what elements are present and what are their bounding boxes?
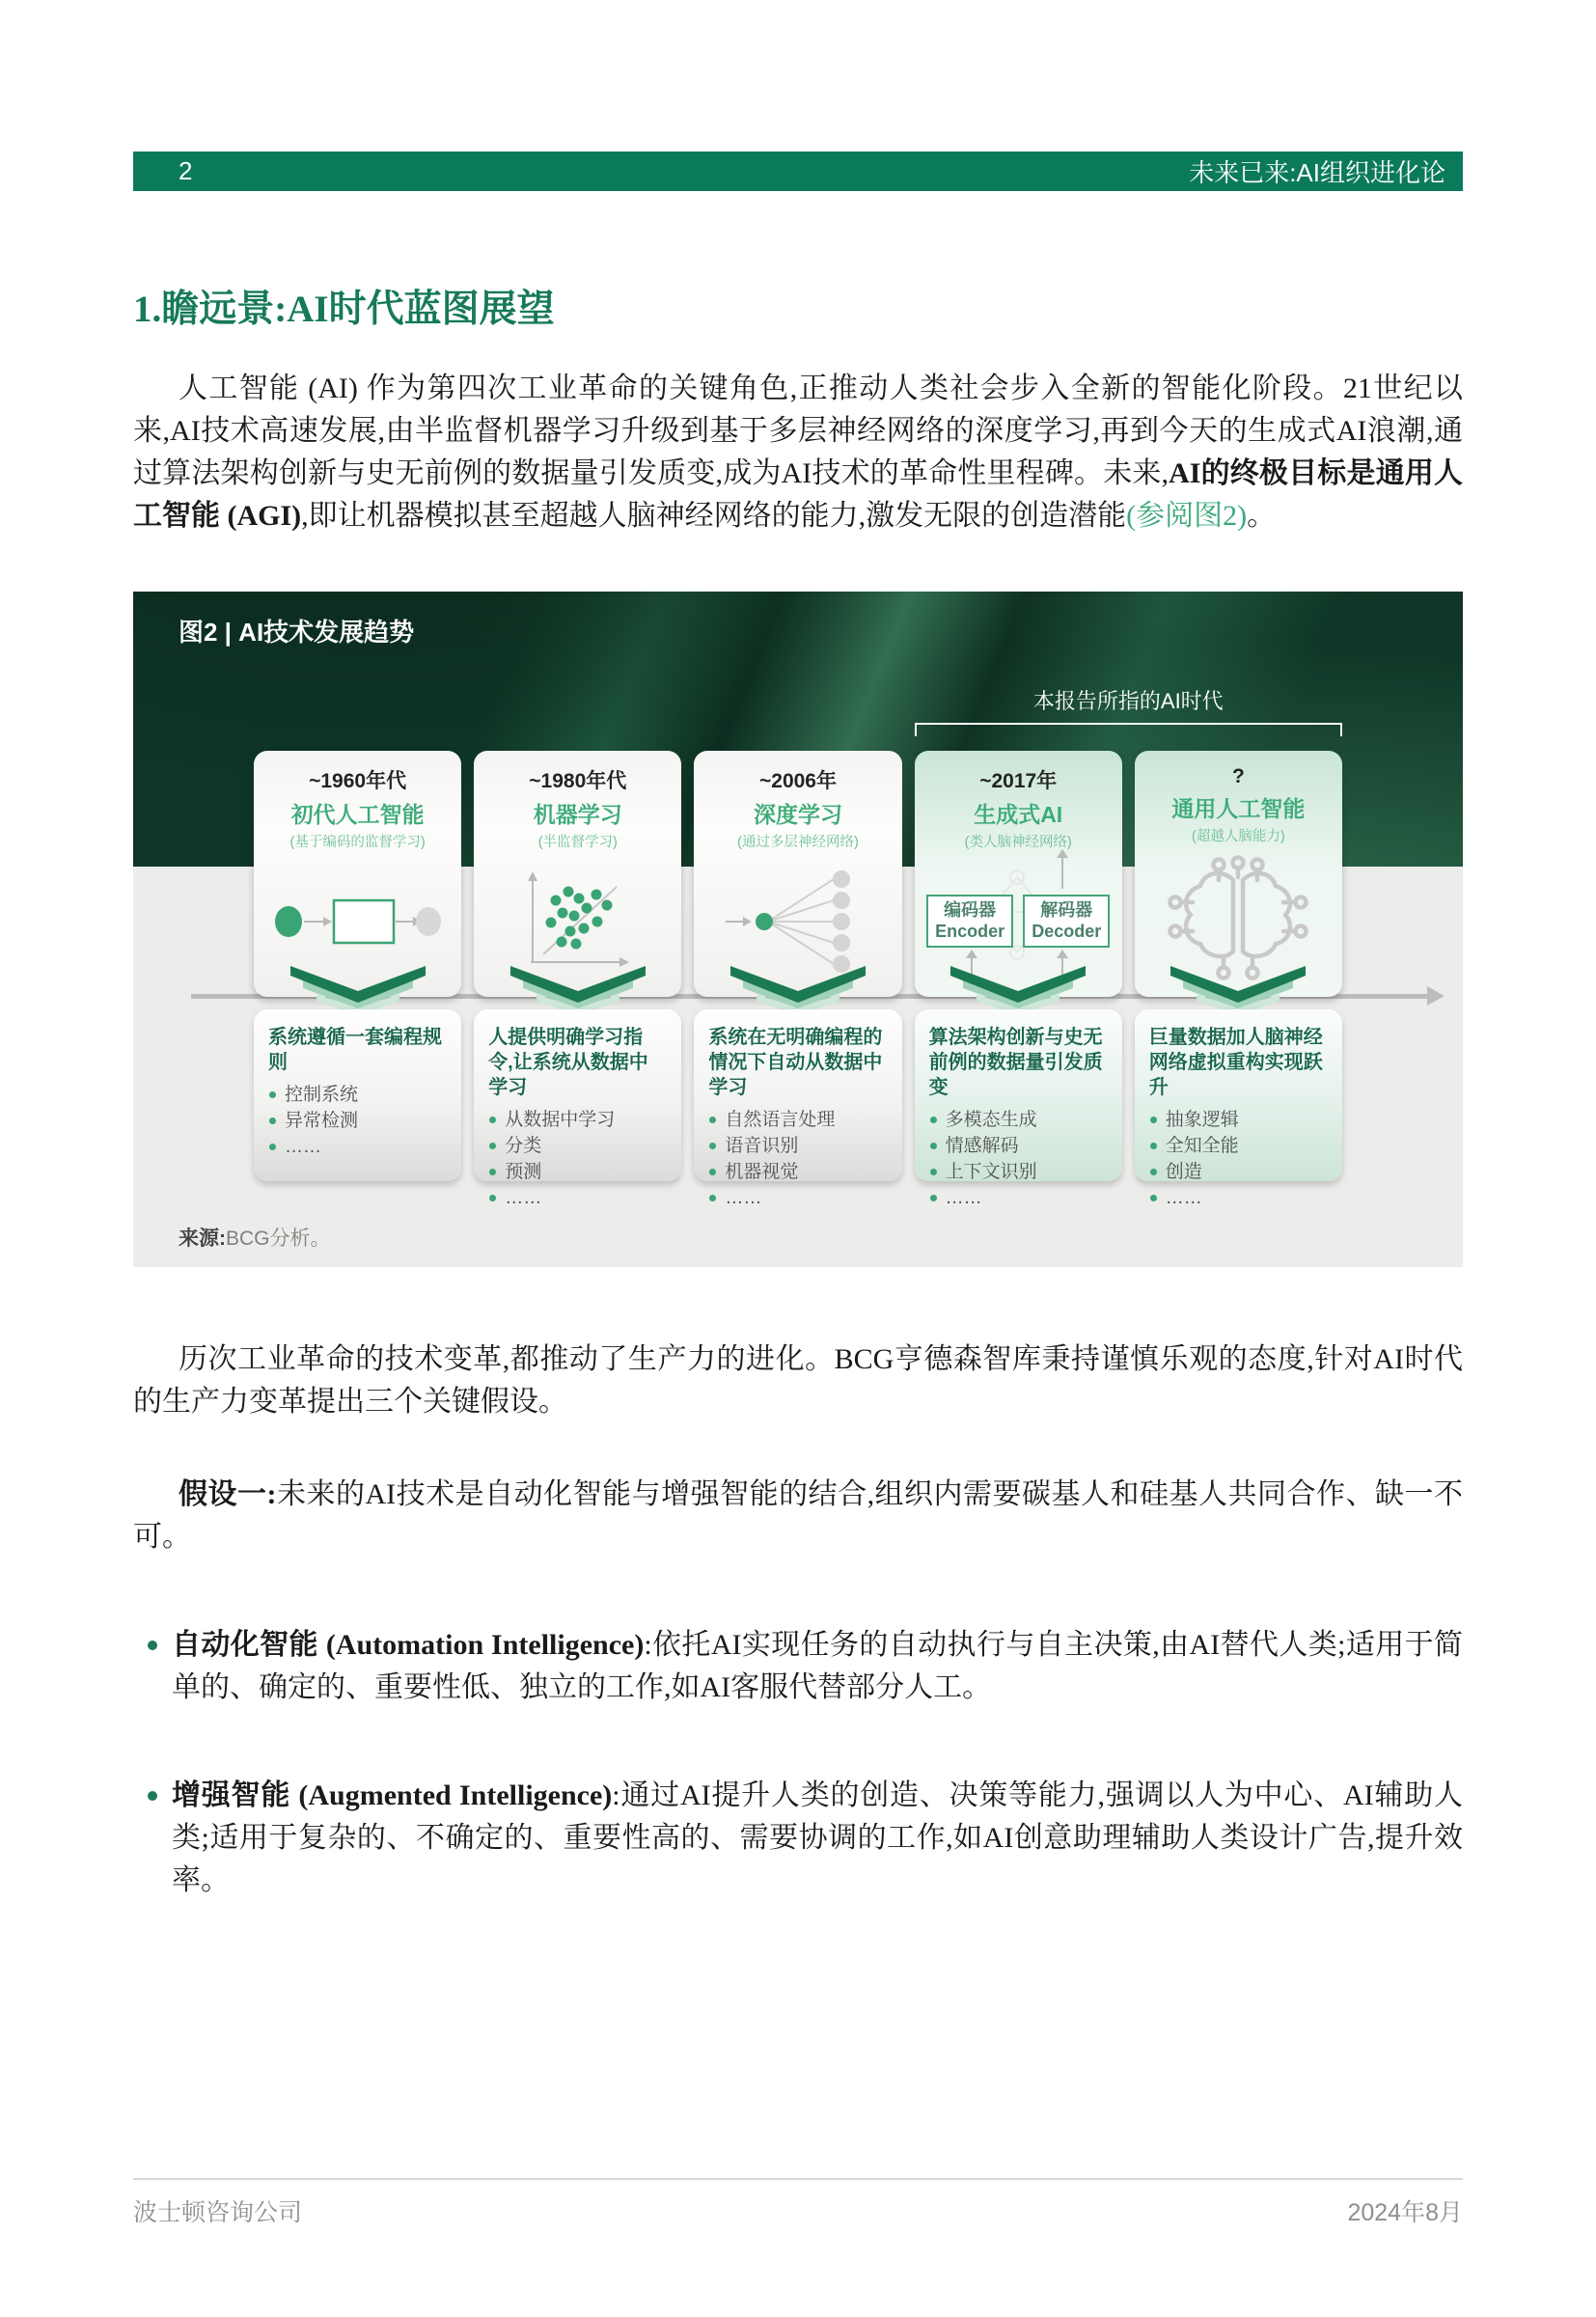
list-item: …… <box>268 1134 447 1160</box>
era-subtitle: (基于编码的监督学习) <box>289 834 426 850</box>
ai-era-annotation <box>915 592 1342 738</box>
ai-era-bracket <box>915 723 1342 736</box>
source-label: 来源: <box>179 1227 226 1250</box>
hypothesis-label: 假设一: <box>179 1477 277 1510</box>
list-item: 创造 <box>1149 1159 1328 1185</box>
era-year: ? <box>1231 764 1245 787</box>
era-title: 初代人工智能 <box>290 801 425 827</box>
section-title: 1.瞻远景:AI时代蓝图展望 <box>133 289 555 330</box>
era-description-box-3 <box>694 1009 901 1208</box>
encoder-label-cn: 编码器 <box>944 900 997 921</box>
era-description-box-2 <box>474 1009 681 1208</box>
paragraph-industrial-revolutions <box>133 1338 1463 1423</box>
decoder-box <box>1023 895 1110 947</box>
paragraph-hypothesis-1 <box>133 1474 1463 1558</box>
encoder-label-en: Encoder <box>935 921 1005 941</box>
list-item: 从数据中学习 <box>488 1107 667 1133</box>
bullet-definition: :通过AI提升人类的创造、决策等能力,强调以人为中心、AI辅助人类;适用于复杂的、不确定的、重要性高的、需要协调的工作,如AI创意助理辅助人类设计广告,提升效率。 <box>172 1779 1463 1896</box>
era-title: 机器学习 <box>533 801 622 827</box>
list-item-augmented-intelligence <box>133 1775 1463 1902</box>
era-card-agi <box>1135 751 1342 997</box>
figure2-reference-link[interactable]: (参阅图2) <box>1126 499 1248 532</box>
era-card-1980s <box>474 751 681 997</box>
era-year: ~1980年代 <box>529 769 627 792</box>
figure-source <box>179 1223 331 1252</box>
box-title: 系统在无明确编程的情况下自动从数据中学习 <box>708 1026 883 1098</box>
intro-paragraph <box>133 368 1463 538</box>
intelligence-types-list <box>133 1624 1463 1902</box>
list-item: 机器视觉 <box>708 1159 887 1185</box>
decoder-label-en: Decoder <box>1032 921 1102 941</box>
era-card-2017-genai <box>915 751 1122 997</box>
report-title: 未来已来:AI组织进化论 <box>1189 158 1445 187</box>
page-footer <box>133 2178 1463 2228</box>
list-item: 分类 <box>488 1133 667 1159</box>
intro-text-1: 人工智能 (AI) 作为第四次工业革命的关键角色,正推动人类社会步入全新的智能化阶段。21世纪以来,AI技术高速发展,由半监督机器学习升级到基于多层神经网络的深度学习,再到今天的生成式AI浪潮,通过算法架构创新与史无前例的数据量引发质变,成为AI技术的革命性里程碑。未来, <box>133 372 1463 489</box>
list-item: 自然语言处理 <box>708 1107 887 1133</box>
era-year: ~2017年 <box>979 769 1058 792</box>
box-title: 巨量数据加人脑神经网络虚拟重构实现跃升 <box>1148 1026 1323 1098</box>
era-title: 通用人工智能 <box>1171 795 1306 821</box>
list-item: 情感解码 <box>929 1133 1108 1159</box>
era-subtitle: (通过多层神经网络) <box>737 834 859 850</box>
intro-text-2: ,即让机器模拟甚至超越人脑神经网络的能力,激发无限的创造潜能 <box>301 499 1127 532</box>
list-item: 异常检测 <box>268 1108 447 1134</box>
era-card-1960s <box>254 751 461 997</box>
encoder-box <box>926 895 1013 947</box>
era-title: 生成式AI <box>974 801 1063 827</box>
era-card-2006 <box>694 751 901 997</box>
source-text: BCG分析。 <box>226 1227 331 1250</box>
era-subtitle: (半监督学习) <box>537 834 618 850</box>
era-year: ~2006年 <box>759 769 837 792</box>
box-title: 系统遵循一套编程规则 <box>268 1026 442 1073</box>
era-description-box-4 <box>915 1009 1122 1208</box>
list-item: …… <box>488 1185 667 1211</box>
bullet-definition: :依托AI实现任务的自动执行与自主决策,由AI替代人类;适用于简单的、确定的、重要性低、独立的工作,如AI客服代替部分人工。 <box>172 1628 1463 1703</box>
list-item: 抽象逻辑 <box>1149 1107 1328 1133</box>
list-item: 上下文识别 <box>929 1159 1108 1185</box>
ai-era-label: 本报告所指的AI时代 <box>1032 688 1224 713</box>
figure2-ai-trend-exhibit <box>133 592 1463 1267</box>
era-subtitle: (类人脑神经网络) <box>964 834 1072 850</box>
footer-company: 波士顿咨询公司 <box>133 2199 303 2226</box>
list-item-automation-intelligence <box>133 1624 1463 1709</box>
list-item: 控制系统 <box>268 1082 447 1108</box>
era-description-box-1 <box>254 1009 461 1181</box>
footer-date: 2024年8月 <box>1347 2199 1463 2226</box>
bullet-term: 增强智能 (Augmented Intelligence) <box>172 1779 613 1811</box>
box-title: 算法架构创新与史无前例的数据量引发质变 <box>928 1026 1103 1098</box>
page-number: 2 <box>179 156 193 185</box>
box-title: 人提供明确学习指令,让系统从数据中学习 <box>488 1026 648 1098</box>
list-item: 语音识别 <box>708 1133 887 1159</box>
era-year: ~1960年代 <box>309 769 407 792</box>
list-item: 预测 <box>488 1159 667 1185</box>
intro-text-3: 。 <box>1247 499 1277 532</box>
paragraph-text: 历次工业革命的技术变革,都推动了生产力的进化。BCG亨德森智库秉持谨慎乐观的态度,针对AI时代的生产力变革提出三个关键假设。 <box>133 1342 1463 1418</box>
up-arrow-icon <box>1061 858 1063 889</box>
list-item: …… <box>708 1185 887 1211</box>
intro-bold-agi: AI的终极目标是通用人工智能 (AGI) <box>133 456 1464 532</box>
era-subtitle: (超越人脑能力) <box>1192 828 1285 844</box>
era-description-box-5 <box>1135 1009 1342 1208</box>
hypothesis-text: 未来的AI技术是自动化智能与增强智能的结合,组织内需要碳基人和硅基人共同合作、缺一不可。 <box>133 1477 1463 1553</box>
era-title: 深度学习 <box>753 801 842 827</box>
decoder-label-cn: 解码器 <box>1040 900 1093 921</box>
list-item: …… <box>929 1185 1108 1211</box>
page-header-bar <box>133 152 1463 191</box>
list-item: …… <box>1149 1185 1328 1211</box>
list-item: 全知全能 <box>1149 1133 1328 1159</box>
bullet-term: 自动化智能 (Automation Intelligence) <box>172 1628 645 1661</box>
flow-diagram-icon <box>273 884 442 964</box>
figure-title: 图2 | AI技术发展趋势 <box>179 617 415 647</box>
list-item: 多模态生成 <box>929 1107 1108 1133</box>
